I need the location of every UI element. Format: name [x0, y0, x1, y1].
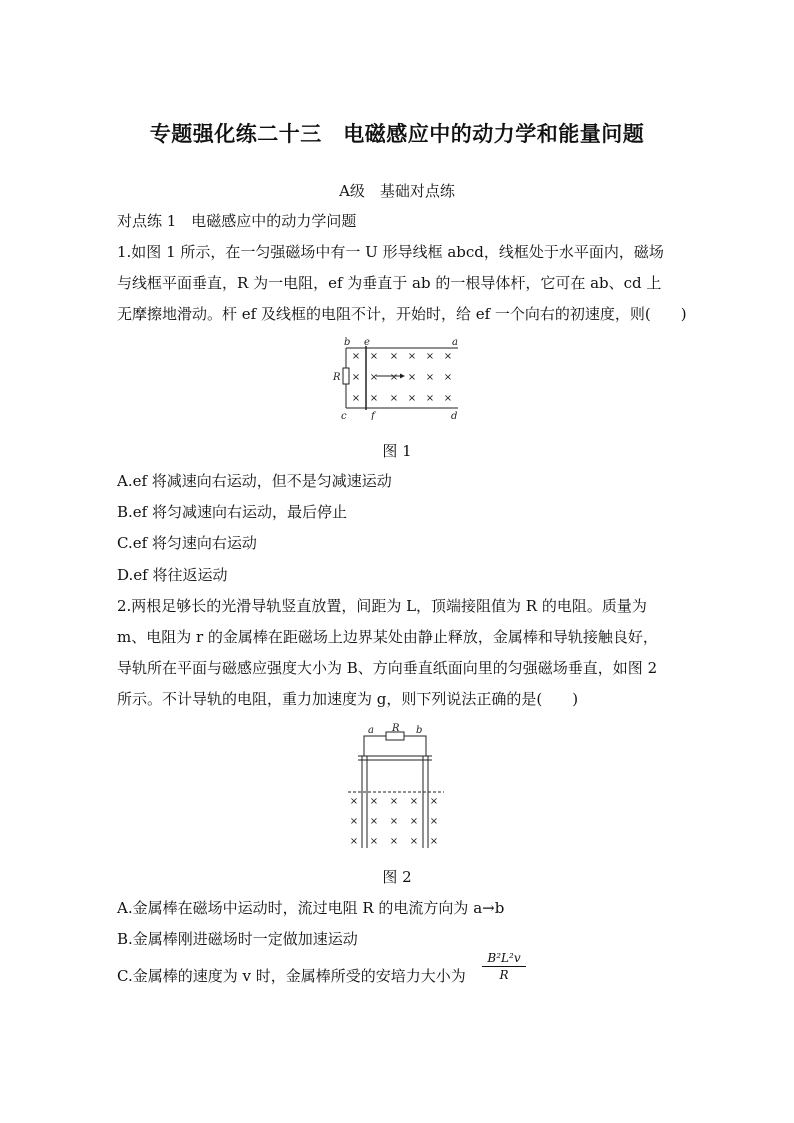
fig2-label-R: R	[392, 723, 400, 734]
fig2-field-mark: ×	[409, 796, 419, 807]
q1-line-3: 无摩擦地滑动。杆 ef 及线框的电阻不计，开始时，给 ef 一个向右的初速度，则( )	[117, 305, 687, 323]
fig1-field-mark: ×	[407, 393, 417, 404]
page-title: 专题强化练二十三 电磁感应中的动力学和能量问题	[149, 122, 645, 146]
fig1-field-mark: ×	[351, 351, 361, 362]
fig1-label-e: e	[364, 337, 370, 348]
figure-2-diagram	[344, 722, 448, 850]
fig2-label-a: a	[368, 725, 374, 736]
fig2-field-mark: ×	[369, 836, 379, 847]
fig2-field-mark: ×	[369, 796, 379, 807]
figure-1-caption: 图 1	[382, 442, 412, 460]
fig1-field-mark: ×	[389, 351, 399, 362]
q1-option-a: A.ef 将减速向右运动，但不是匀减速运动	[117, 472, 392, 490]
fig2-field-mark: ×	[409, 816, 419, 827]
q2-line-3: 导轨所在平面与磁感应强度大小为 B、方向垂直纸面向里的匀强磁场垂直，如图 2	[117, 659, 658, 677]
fig2-field-mark: ×	[369, 816, 379, 827]
fig1-field-mark: ×	[443, 372, 453, 383]
q2-line-1: 2.两根足够长的光滑导轨竖直放置，间距为 L，顶端接阻值为 R 的电阻。质量为	[117, 597, 647, 615]
fig2-label-b: b	[416, 725, 423, 736]
fig1-label-a: a	[452, 337, 458, 348]
q1-line-1: 1.如图 1 所示，在一匀强磁场中有一 U 形导线框 abcd，线框处于水平面内，磁场	[117, 243, 664, 261]
fig2-field-mark: ×	[349, 816, 359, 827]
fig1-label-f: f	[371, 411, 375, 420]
fig1-label-R: R	[333, 372, 341, 383]
q1-option-c: C.ef 将匀速向右运动	[117, 534, 257, 552]
fig1-field-mark: ×	[351, 393, 361, 404]
level-heading: A级 基础对点练	[339, 182, 455, 200]
q1-option-d: D.ef 将往返运动	[117, 566, 228, 584]
q2-line-2: m、电阻为 r 的金属棒在距磁场上边界某处由静止释放，金属棒和导轨接触良好，	[117, 628, 658, 646]
fraction	[482, 951, 526, 982]
fig1-field-mark: ×	[443, 393, 453, 404]
fig1-field-mark: ×	[369, 372, 379, 383]
fig1-field-mark: ×	[389, 393, 399, 404]
q2-line-4: 所示。不计导轨的电阻，重力加速度为 g，则下列说法正确的是( )	[117, 690, 579, 708]
fig1-field-mark: ×	[369, 351, 379, 362]
fig2-field-mark: ×	[429, 796, 439, 807]
fig2-field-mark: ×	[429, 836, 439, 847]
fig1-field-mark: ×	[425, 393, 435, 404]
q1-line-2: 与线框平面垂直，R 为一电阻，ef 为垂直于 ab 的一根导体杆，它可在 ab、cd 上	[117, 274, 662, 292]
fig2-field-mark: ×	[389, 796, 399, 807]
q2-option-b: B.金属棒刚进磁场时一定做加速运动	[117, 930, 358, 948]
q1-option-b: B.ef 将匀减速向右运动，最后停止	[117, 503, 347, 521]
fig2-field-mark: ×	[429, 816, 439, 827]
fraction-denominator: R	[499, 968, 509, 982]
q2-option-a: A.金属棒在磁场中运动时，流过电阻 R 的电流方向为 a→b	[117, 899, 505, 917]
figure-2-caption: 图 2	[382, 868, 412, 886]
fig1-field-mark: ×	[425, 372, 435, 383]
q2-option-c: C.金属棒的速度为 v 时，金属棒所受的安培力大小为	[117, 967, 466, 985]
fig1-label-b: b	[344, 337, 351, 348]
fraction-numerator: B²L²v	[482, 951, 526, 967]
fig1-label-d: d	[451, 411, 458, 420]
fig1-field-mark: ×	[389, 372, 399, 383]
fig1-field-mark: ×	[443, 351, 453, 362]
fig2-field-mark: ×	[389, 836, 399, 847]
fig2-field-mark: ×	[409, 836, 419, 847]
fig1-field-mark: ×	[369, 393, 379, 404]
fig1-field-mark: ×	[425, 351, 435, 362]
fig2-field-mark: ×	[349, 836, 359, 847]
fig1-field-mark: ×	[351, 372, 361, 383]
fig2-field-mark: ×	[349, 796, 359, 807]
fig1-field-mark: ×	[407, 351, 417, 362]
fig1-field-mark: ×	[407, 372, 417, 383]
section-heading: 对点练 1 电磁感应中的动力学问题	[117, 212, 357, 230]
figure-1-diagram	[330, 336, 470, 420]
fig1-label-c: c	[341, 411, 347, 420]
fig2-field-mark: ×	[389, 816, 399, 827]
